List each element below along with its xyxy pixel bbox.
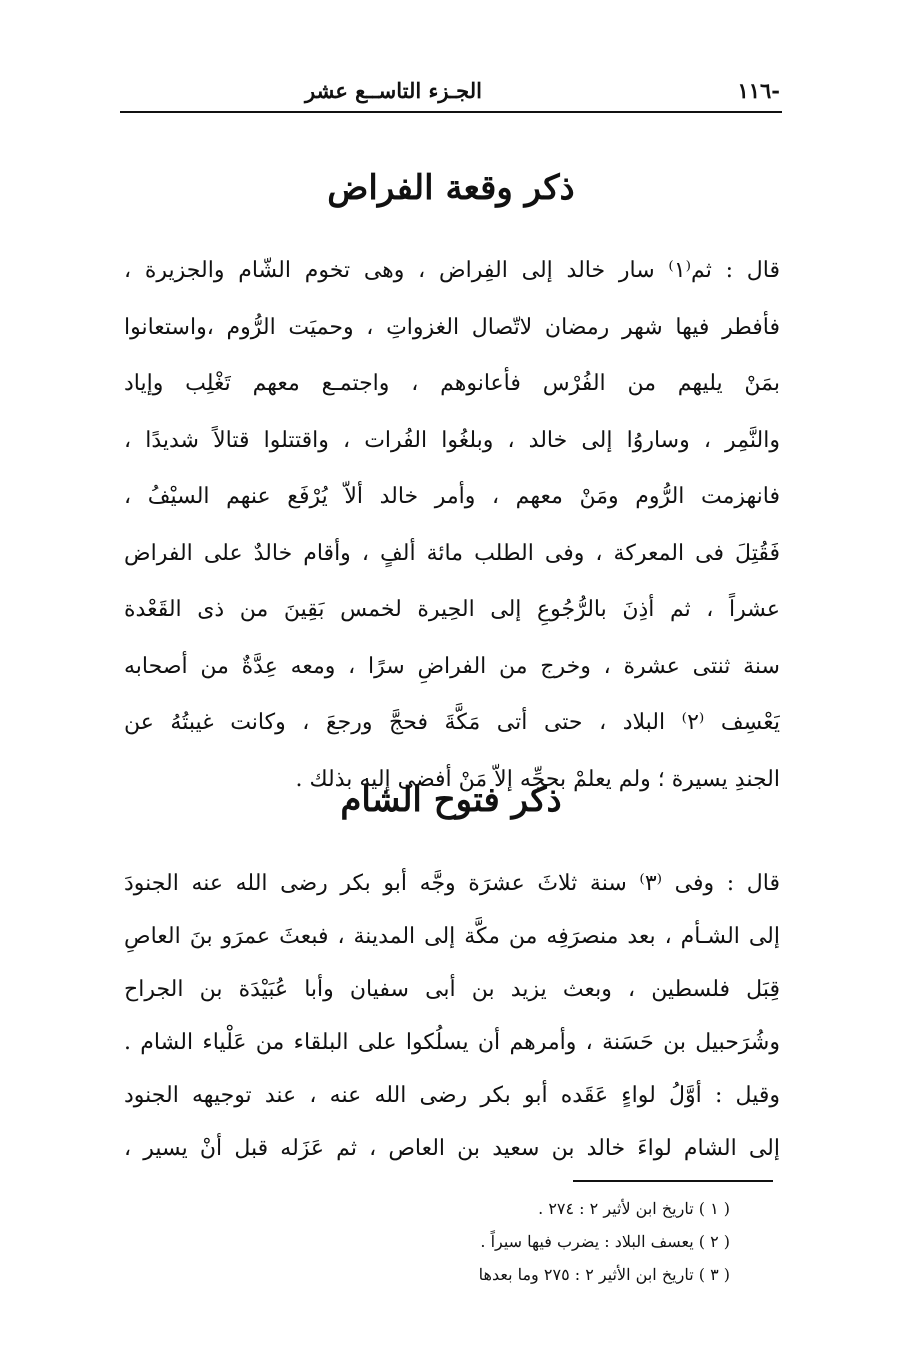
section-body-firad [124,243,780,808]
section-title-firad: ذكر وقعة الفراض [327,168,575,208]
footnotes [380,1192,730,1291]
text-line: إلى الشام لواءَ خالد بن سعيد بن العاص ، ثم عَزَله قبل أنْ يسير ، [124,1136,780,1161]
text-line: سنة ثنتى عشرة ، وخرج من الفراضِ سرًا ، ومعه عِدَّةٌ من أصحابه [124,653,780,679]
text-line: وشُرَحبيل بن حَسَنة ، وأمرهم أن يسلُكوا على البلقاء من عَلْياء الشام . [124,1030,780,1055]
text-line: فأفطر فيها شهر رمضان لاتّصال الغزواتِ ، وحميَت الرُّوم ،واستعانوا [124,314,780,340]
text-line: فَقُتِلَ فى المعركة ، وفى الطلب مائة ألفٍ ، وأقام خالدٌ على الفراض [124,540,780,566]
footnote-rule [573,1180,773,1182]
text-line: قِبَل فلسطين ، وبعث يزيد بن أبى سفيان وأبا عُبَيْدَة بن الجراح [124,977,780,1002]
running-title: الجـزء التاســع عشر [305,77,482,103]
text-line: إلى الشـأم ، بعد منصرَفِه من مكَّة إلى المدينة ، فبعثَ عمرَو بنَ العاصِ [124,924,780,949]
text-line: بمَنْ يليهم من الفُرْس فأعانوهم ، واجتمـع معهم تَغْلِب وإياد [124,371,780,396]
footnote: ( ٣ ) تاريخ ابن الأثير ٢ : ٢٧٥ وما بعدها [478,1265,730,1284]
text-line: الجندِ يسيرة ؛ ولم يعلمْ بحجِّه إلاّ مَنْ أفضى إليه بذلك . [295,766,780,792]
footnote: ( ١ ) تاريخ ابن لأثير ٢ : ٢٧٤ . [538,1199,730,1218]
text-line: يَعْسِف ⁽٢⁾ البلاد ، حتى أتى مَكَّةَ فحجَّ ورجعَ ، وكانت غيبتُهُ عن [124,710,780,735]
running-header [120,72,780,108]
text-line: فانهزمت الرُّوم ومَنْ معهم ، وأمر خالد ألاّ يُرْفَع عنهم السيْفُ ، [124,484,780,509]
section-title-sham: ذكر فتوح الشام [340,780,562,820]
text-line: والنَّمِر ، وساروُا إلى خالد ، وبلغُوا الفُرات ، واقتتلوا قتالاً شديدًا ، [124,427,780,453]
text-line: قال : وفى ⁽٣⁾ سنة ثلاثَ عشرَة وجَّه أبو بكر رضى الله عنه الجنودَ [124,871,780,896]
header-rule [120,111,782,113]
page-number: -١١٦ [737,77,780,103]
text-line: عشراً ، ثم أذِنَ بالرُّجُوعِ إلى الحِيرة لخمس بَقِينَ من ذى القَعْدة [124,597,780,622]
footnote: ( ٢ ) يعسف البلاد : يضرب فيها سيراً . [480,1232,730,1251]
section-body-sham [124,857,780,1175]
text-line: وقيل : أوَّلُ لواءٍ عَقَده أبو بكر رضى الله عنه ، عند توجيهه الجنود [124,1083,780,1108]
text-line: قال : ثم⁽١⁾ سار خالد إلى الفِراض ، وهى تخوم الشّام والجزيرة ، [124,258,780,283]
